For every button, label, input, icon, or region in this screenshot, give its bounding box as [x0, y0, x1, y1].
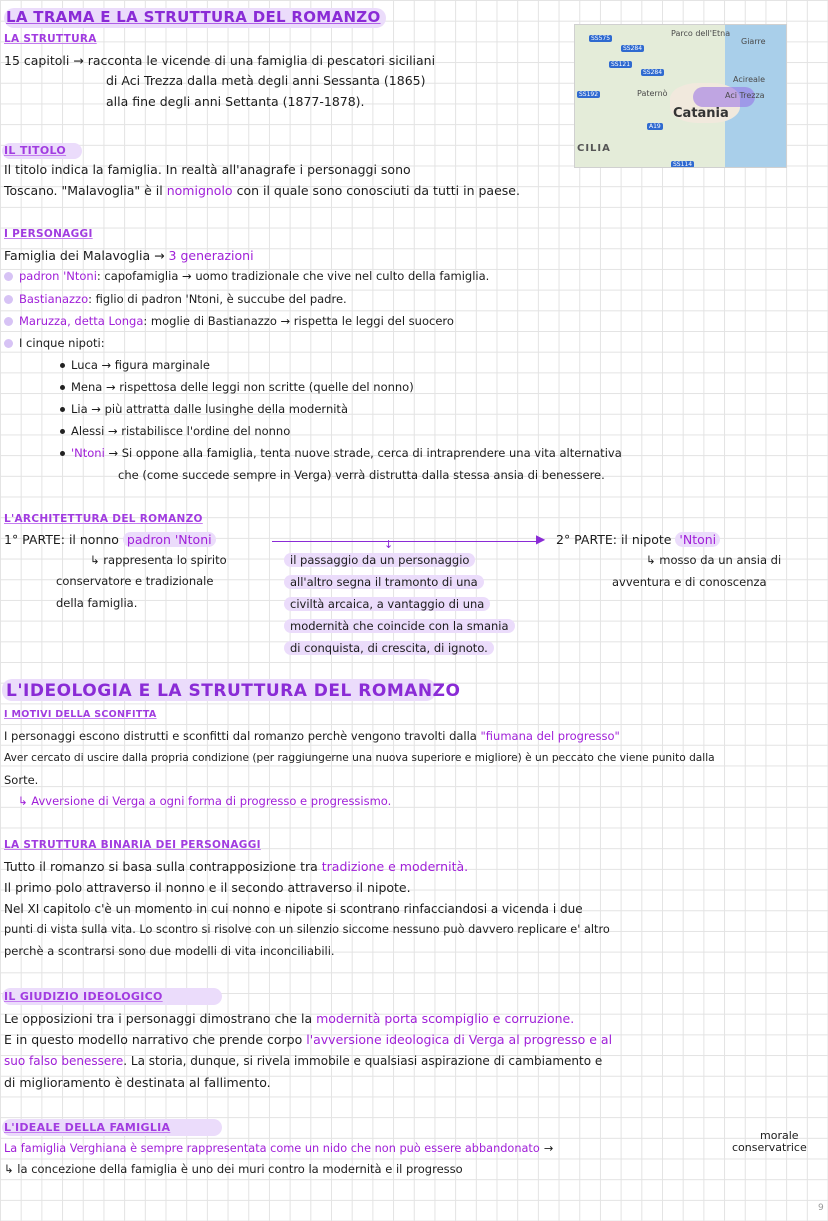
- personaggi-intro: Famiglia dei Malavoglia → 3 generazioni: [4, 248, 254, 263]
- famiglia-line-1: La famiglia Verghiana è sempre rappresentata come un nido che non può essere abbandonato →: [4, 1142, 554, 1155]
- ideologia-line-3: Sorte.: [4, 773, 39, 787]
- map-road: SS192: [579, 91, 599, 98]
- binaria-line-3: Nel XI capitolo c'è un momento in cui nonno e nipote si scontrano rinfacciandosi a vicenda i due: [4, 902, 583, 916]
- binaria-line-4: punti di vista sulla vita. Lo scontro si risolve con un silenzio siccome nessuno può davvero replicare e' altro: [4, 923, 610, 936]
- architettura-middle: il passaggio da un personaggio: [284, 553, 475, 568]
- famiglia-line-2: ↳ la concezione della famiglia è uno dei muri contro la modernità e il progresso: [4, 1162, 463, 1176]
- page-number: 9: [818, 1203, 824, 1213]
- architettura-right-sub: avventura e di conoscenza: [612, 575, 767, 589]
- list-item: Alessi → ristabilisce l'ordine del nonno: [60, 424, 290, 439]
- struttura-line-3: alla fine degli anni Settanta (1877-1878).: [106, 94, 365, 109]
- architettura-middle: modernità che coincide con la smania: [284, 619, 515, 634]
- famiglia-side-top: morale: [760, 1129, 799, 1142]
- ideologia-line-1: I personaggi escono distrutti e sconfitti dal romanzo perchè vengono travolti dalla "fiumana del progresso": [4, 729, 620, 743]
- architettura-arrow: [272, 541, 540, 542]
- architettura-right-sub: ↳ mosso da un ansia di: [646, 553, 782, 567]
- architettura-middle: di conquista, di crescita, di ignoto.: [284, 641, 494, 656]
- arrow-right-icon: ▶: [536, 532, 546, 546]
- map-road: SS114: [673, 161, 693, 168]
- titolo-line-2: Toscano. "Malavoglia" è il nomignolo con il quale sono conosciuti da tutti in paese.: [4, 183, 520, 198]
- section-title-ideologia: L'IDEOLOGIA E LA STRUTTURA DEL ROMANZO: [2, 679, 436, 703]
- map-road: SS284: [643, 69, 663, 76]
- map-label: Giarre: [741, 37, 766, 46]
- binaria-line-2: Il primo polo attraverso il nonno e il secondo attraverso il nipote.: [4, 880, 411, 895]
- map-road: SS121: [611, 61, 631, 68]
- map-label: Aci Trezza: [725, 91, 765, 100]
- giudizio-line-2: E in questo modello narrativo che prende corpo l'avversione ideologica di Verga al progresso e al: [4, 1032, 613, 1047]
- ideologia-line-4: ↳ Avversione di Verga a ogni forma di progresso e progressismo.: [18, 794, 392, 808]
- binaria-line-1: Tutto il romanzo si basa sulla contrapposizione tra tradizione e modernità.: [4, 859, 469, 874]
- section-heading-binaria: LA STRUTTURA BINARIA DEI PERSONAGGI: [4, 839, 261, 851]
- list-item: Maruzza, detta Longa: moglie di Bastianazzo → rispetta le leggi del suocero: [4, 314, 454, 329]
- giudizio-line-4: di miglioramento è destinata al fallimento.: [4, 1075, 271, 1090]
- architettura-left-sub: ↳ rappresenta lo spirito: [90, 553, 227, 567]
- map-image: [574, 24, 787, 168]
- list-item: padron 'Ntoni: capofamiglia → uomo tradizionale che vive nel culto della famiglia.: [4, 269, 489, 284]
- giudizio-line-1: Le opposizioni tra i personaggi dimostrano che la modernità porta scompiglio e corruzione.: [4, 1011, 575, 1026]
- map-label: Acireale: [733, 75, 766, 84]
- map-road: SS284: [623, 45, 643, 52]
- map-label: Parco dell'Etna: [671, 29, 731, 38]
- list-item: Bastianazzo: figlio di padron 'Ntoni, è succube del padre.: [4, 292, 347, 307]
- list-item: 'Ntoni → Si oppone alla famiglia, tenta nuove strade, cerca di intraprendere una vita alternativa: [60, 446, 622, 461]
- section-heading-struttura: LA STRUTTURA: [4, 33, 97, 45]
- map-label: Catania: [673, 106, 729, 121]
- list-item: Luca → figura marginale: [60, 358, 210, 373]
- struttura-line-1: 15 capitoli → racconta le vicende di una famiglia di pescatori siciliani: [4, 53, 436, 68]
- architettura-parte-2: 2° PARTE: il nipote 'Ntoni: [556, 532, 720, 548]
- ideologia-line-2: Aver cercato di uscire dalla propria condizione (per raggiungerne una nuova superiore e migliore) è un peccato che viene punito dalla: [4, 752, 715, 764]
- map-label: CILIA: [577, 143, 611, 154]
- titolo-line-1: Il titolo indica la famiglia. In realtà all'anagrafe i personaggi sono: [4, 162, 411, 177]
- section-heading-personaggi: I PERSONAGGI: [4, 228, 93, 240]
- map-road: A19: [649, 123, 661, 130]
- architettura-left-sub: della famiglia.: [56, 596, 138, 610]
- map-road: SS575: [591, 35, 611, 42]
- arrow-down-icon: ↓: [384, 538, 394, 551]
- list-item: Lia → più attratta dalle lusinghe della modernità: [60, 402, 348, 417]
- giudizio-line-3: suo falso benessere. La storia, dunque, si rivela immobile e qualsiasi aspirazione di cambiamento e: [4, 1054, 603, 1068]
- page-title: LA TRAMA E LA STRUTTURA DEL ROMANZO: [4, 6, 386, 28]
- architettura-left-sub: conservatore e tradizionale: [56, 574, 214, 588]
- architettura-middle: civiltà arcaica, a vantaggio di una: [284, 597, 490, 612]
- map-label: Paternò: [637, 89, 668, 98]
- list-item: Mena → rispettosa delle leggi non scritte (quelle del nonno): [60, 380, 414, 395]
- binaria-line-5: perchè a scontrarsi sono due modelli di vita inconciliabili.: [4, 944, 335, 958]
- architettura-parte-1: 1° PARTE: il nonno padron 'Ntoni: [4, 532, 216, 548]
- section-heading-sconfitta: I MOTIVI DELLA SCONFITTA: [4, 709, 157, 720]
- list-item-continuation: che (come succede sempre in Verga) verrà distrutta dalla stessa ansia di benessere.: [118, 468, 605, 482]
- list-item: I cinque nipoti:: [4, 336, 105, 351]
- architettura-middle: all'altro segna il tramonto di una: [284, 575, 484, 590]
- section-heading-architettura: L'ARCHITETTURA DEL ROMANZO: [4, 513, 203, 525]
- struttura-line-2: di Aci Trezza dalla metà degli anni Sessanta (1865): [106, 73, 426, 88]
- famiglia-side-bottom: conservatrice: [732, 1141, 807, 1154]
